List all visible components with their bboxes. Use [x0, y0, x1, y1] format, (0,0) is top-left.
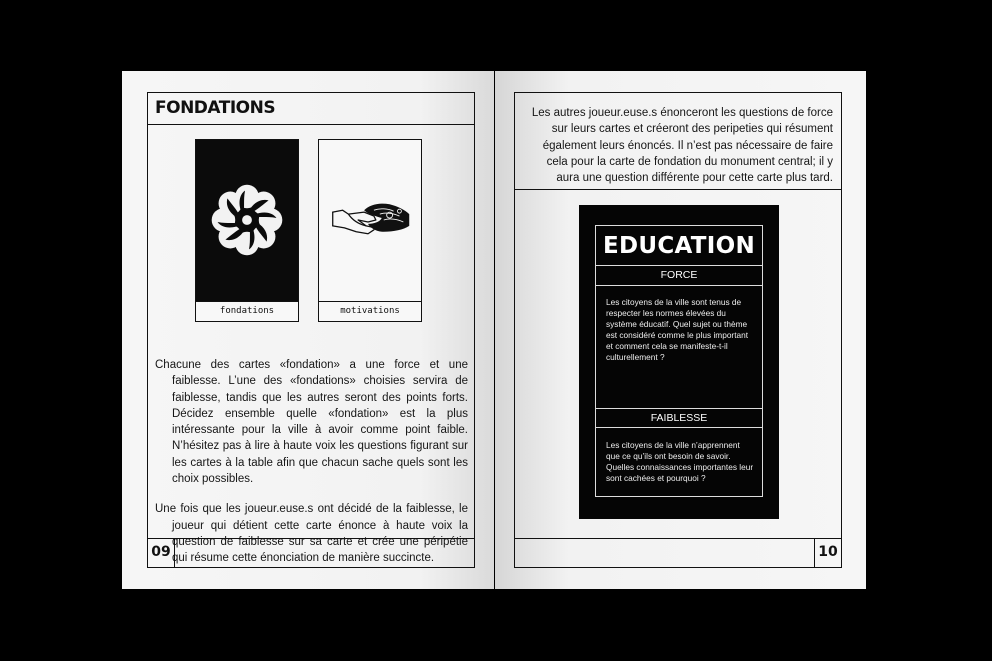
footer-bar — [515, 538, 841, 567]
right-page-frame — [514, 92, 842, 568]
education-card — [579, 205, 779, 519]
heading-bar — [148, 93, 474, 125]
paragraph: Chacune des cartes «fondation» a une force et une faiblesse. L’une des «fondations» choisies servira de faiblesse, tandis que les autres seront des points forts. Décidez ensemble quelle «fondation» est la plus intéressante pour la ville à avoir comme point faible. N’hésitez pas à lire à haute voix les questions figurant sur les cartes à la table afin que chacun sache quels sont les choix possibles. — [155, 359, 468, 486]
card-label-motivations: motivations — [319, 301, 421, 321]
fondations-card — [195, 139, 299, 322]
left-page-frame — [147, 92, 475, 568]
page-number: 09 — [148, 539, 175, 567]
left-body-text — [155, 357, 468, 567]
faiblesse-label: FAIBLESSE — [596, 408, 762, 428]
footer-bar — [148, 538, 474, 567]
card-art — [319, 140, 421, 300]
faiblesse-text: Les citoyens de la ville n’apprennent que ce qu’ils ont besoin de savoir. Quelles connaissances importantes leur sont cachées et pourquoi ? — [606, 440, 754, 483]
intro-text: Les autres joueur.euse.s énonceront les questions de force sur leurs cartes et créeront des peripeties qui résument également leurs énoncés. Il n’est pas nécessaire de faire cela pour la carte de fondation du monument central; il y aura une question différente pour cette carte plus tard. — [531, 107, 833, 185]
handshake-icon — [319, 140, 421, 300]
intro-box — [515, 93, 841, 190]
card-inner-frame — [595, 225, 763, 497]
force-text: Les citoyens de la ville sont tenus de respecter les normes élevées du système éducatif. Quel sujet ou thème est considéré comme le plus important et comment cela se manifeste-t-il culturellement ? — [606, 297, 749, 362]
page-number: 10 — [814, 539, 841, 567]
right-page — [495, 71, 866, 589]
card-label-fondations: fondations — [196, 301, 298, 321]
flower-swirl-icon — [196, 140, 298, 300]
force-label: FORCE — [596, 266, 762, 286]
motivations-card — [318, 139, 422, 322]
page-heading: FONDATIONS — [155, 98, 276, 118]
paragraph: Une fois que les joueur.euse.s ont décidé de la faiblesse, le joueur qui détient cette carte énonce à haute voix la question de faiblesse sur sa carte et crée une péripétie qui résume cette énonciation de manière succincte. — [155, 503, 468, 565]
card-title: EDUCATION — [596, 226, 762, 266]
left-page — [122, 71, 494, 589]
card-art — [196, 140, 298, 300]
